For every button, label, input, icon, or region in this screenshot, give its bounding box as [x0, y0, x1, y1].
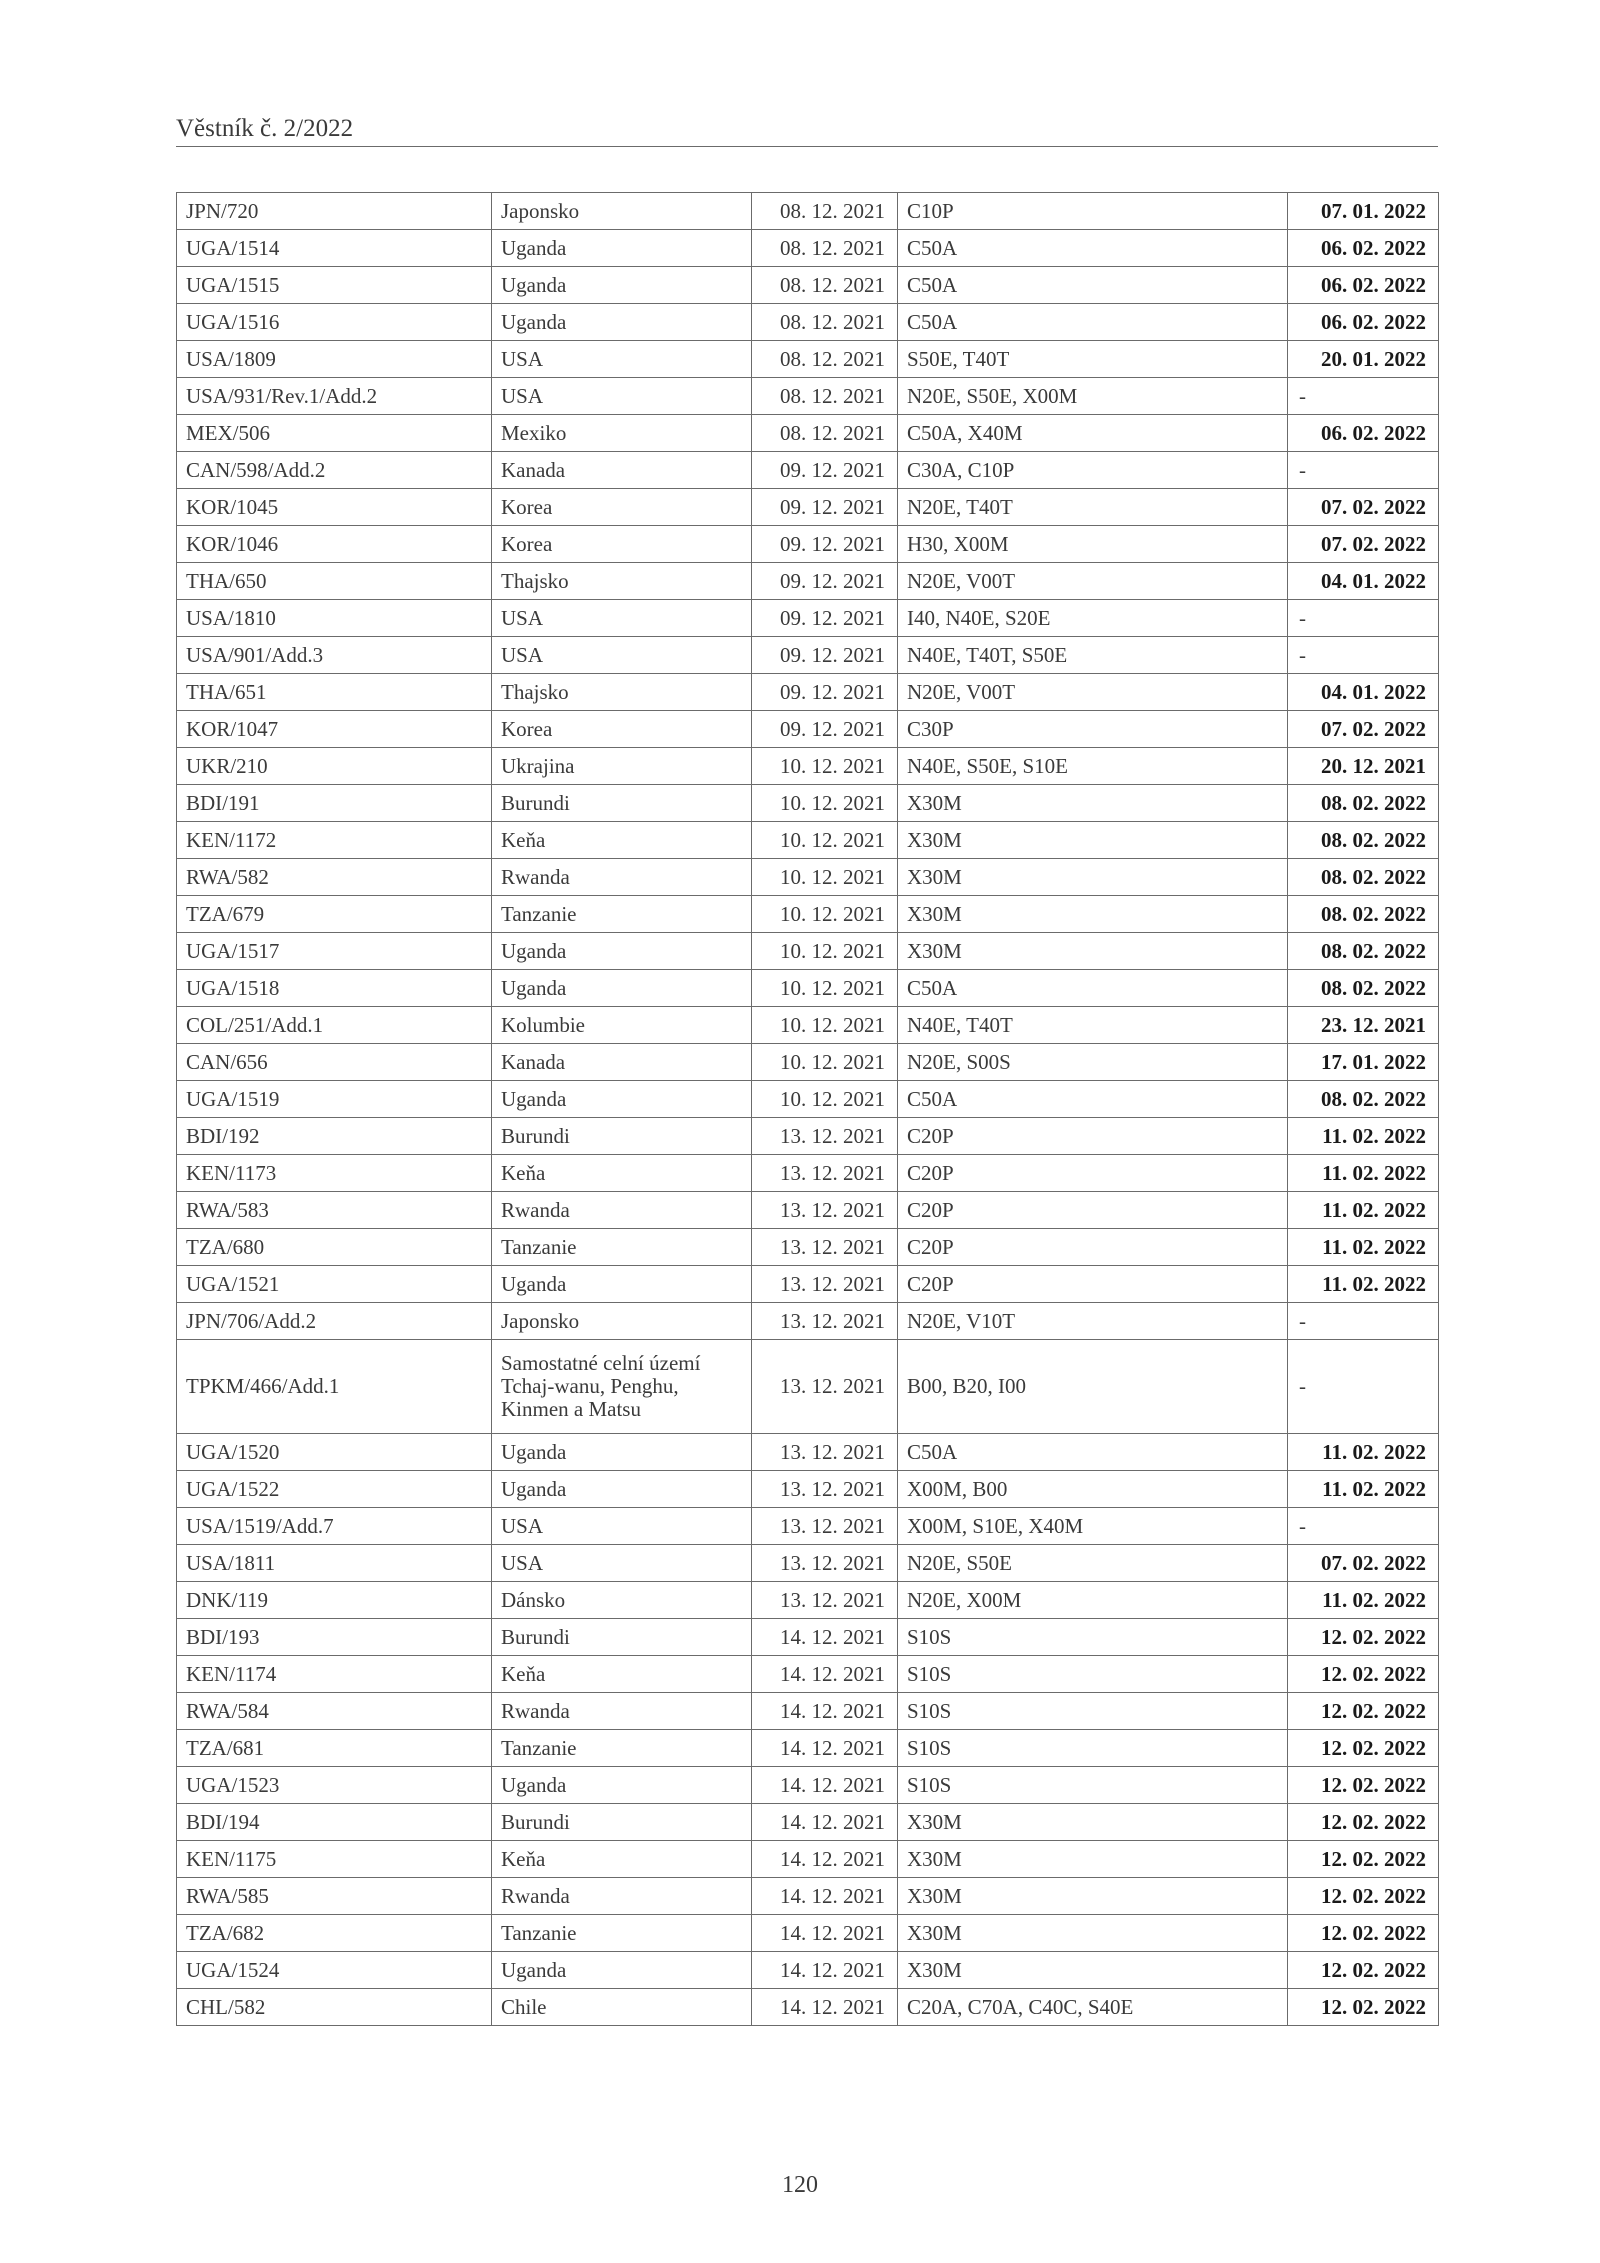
country-cell: Uganda — [492, 1471, 752, 1508]
country-cell: Korea — [492, 526, 752, 563]
comment-deadline-cell: 08. 02. 2022 — [1288, 933, 1439, 970]
notification-ref-cell: UGA/1521 — [177, 1266, 492, 1303]
ics-codes-cell: X30M — [898, 1952, 1288, 1989]
table-row — [177, 674, 1439, 711]
notification-date-cell: 13. 12. 2021 — [752, 1229, 898, 1266]
country-cell: Burundi — [492, 785, 752, 822]
country-cell: USA — [492, 637, 752, 674]
notification-ref-cell: JPN/706/Add.2 — [177, 1303, 492, 1340]
notification-ref-cell: UKR/210 — [177, 748, 492, 785]
page-header — [176, 112, 1438, 147]
notification-ref-cell: TZA/681 — [177, 1730, 492, 1767]
notification-date-cell: 08. 12. 2021 — [752, 193, 898, 230]
notification-date-cell: 10. 12. 2021 — [752, 822, 898, 859]
country-cell: Uganda — [492, 970, 752, 1007]
notification-date-cell: 14. 12. 2021 — [752, 1952, 898, 1989]
notification-ref-cell: UGA/1524 — [177, 1952, 492, 1989]
country-cell: Mexiko — [492, 415, 752, 452]
notification-ref-cell: KEN/1173 — [177, 1155, 492, 1192]
table-row — [177, 1582, 1439, 1619]
notification-ref-cell: UGA/1522 — [177, 1471, 492, 1508]
table-row — [177, 1841, 1439, 1878]
notification-date-cell: 10. 12. 2021 — [752, 896, 898, 933]
table-row — [177, 1804, 1439, 1841]
notification-date-cell: 09. 12. 2021 — [752, 452, 898, 489]
table-row — [177, 452, 1439, 489]
ics-codes-cell: C50A — [898, 304, 1288, 341]
comment-deadline-cell: - — [1288, 637, 1439, 674]
comment-deadline-cell: 11. 02. 2022 — [1288, 1582, 1439, 1619]
ics-codes-cell: C30P — [898, 711, 1288, 748]
table-row — [177, 341, 1439, 378]
notification-ref-cell: RWA/583 — [177, 1192, 492, 1229]
country-cell: Korea — [492, 711, 752, 748]
notification-date-cell: 14. 12. 2021 — [752, 1693, 898, 1730]
country-cell: Tanzanie — [492, 1730, 752, 1767]
notification-date-cell: 14. 12. 2021 — [752, 1989, 898, 2026]
notification-date-cell: 13. 12. 2021 — [752, 1508, 898, 1545]
comment-deadline-cell: 07. 02. 2022 — [1288, 489, 1439, 526]
notification-ref-cell: THA/651 — [177, 674, 492, 711]
table-row — [177, 1915, 1439, 1952]
country-cell: Rwanda — [492, 1878, 752, 1915]
ics-codes-cell: X00M, B00 — [898, 1471, 1288, 1508]
notification-ref-cell: RWA/582 — [177, 859, 492, 896]
notification-date-cell: 14. 12. 2021 — [752, 1878, 898, 1915]
country-cell: Rwanda — [492, 859, 752, 896]
comment-deadline-cell: 08. 02. 2022 — [1288, 859, 1439, 896]
ics-codes-cell: N20E, S50E — [898, 1545, 1288, 1582]
table-row — [177, 1545, 1439, 1582]
notification-date-cell: 10. 12. 2021 — [752, 1081, 898, 1118]
country-cell: Rwanda — [492, 1693, 752, 1730]
country-cell: Uganda — [492, 1952, 752, 1989]
ics-codes-cell: C20P — [898, 1118, 1288, 1155]
notification-date-cell: 13. 12. 2021 — [752, 1192, 898, 1229]
notification-table — [176, 192, 1439, 2026]
country-cell: Uganda — [492, 304, 752, 341]
comment-deadline-cell: 11. 02. 2022 — [1288, 1434, 1439, 1471]
country-cell: Uganda — [492, 1434, 752, 1471]
table-row — [177, 1989, 1439, 2026]
ics-codes-cell: X00M, S10E, X40M — [898, 1508, 1288, 1545]
table-row — [177, 1340, 1439, 1434]
notification-ref-cell: JPN/720 — [177, 193, 492, 230]
ics-codes-cell: N20E, S50E, X00M — [898, 378, 1288, 415]
table-row — [177, 563, 1439, 600]
comment-deadline-cell: - — [1288, 1340, 1439, 1434]
notification-ref-cell: KOR/1045 — [177, 489, 492, 526]
notification-ref-cell: TZA/680 — [177, 1229, 492, 1266]
comment-deadline-cell: 12. 02. 2022 — [1288, 1841, 1439, 1878]
notification-date-cell: 08. 12. 2021 — [752, 230, 898, 267]
country-cell: Uganda — [492, 1081, 752, 1118]
notification-date-cell: 13. 12. 2021 — [752, 1155, 898, 1192]
notification-date-cell: 13. 12. 2021 — [752, 1303, 898, 1340]
notification-date-cell: 14. 12. 2021 — [752, 1656, 898, 1693]
country-cell: Tanzanie — [492, 1915, 752, 1952]
notification-ref-cell: UGA/1514 — [177, 230, 492, 267]
table-row — [177, 1229, 1439, 1266]
notification-date-cell: 09. 12. 2021 — [752, 711, 898, 748]
ics-codes-cell: C20P — [898, 1266, 1288, 1303]
comment-deadline-cell: 20. 01. 2022 — [1288, 341, 1439, 378]
ics-codes-cell: X30M — [898, 896, 1288, 933]
ics-codes-cell: N20E, T40T — [898, 489, 1288, 526]
comment-deadline-cell: 12. 02. 2022 — [1288, 1878, 1439, 1915]
comment-deadline-cell: 04. 01. 2022 — [1288, 563, 1439, 600]
country-cell: Keňa — [492, 1656, 752, 1693]
notification-ref-cell: USA/1810 — [177, 600, 492, 637]
notification-date-cell: 13. 12. 2021 — [752, 1471, 898, 1508]
notification-ref-cell: RWA/585 — [177, 1878, 492, 1915]
ics-codes-cell: C50A — [898, 230, 1288, 267]
comment-deadline-cell: 11. 02. 2022 — [1288, 1266, 1439, 1303]
comment-deadline-cell: - — [1288, 378, 1439, 415]
ics-codes-cell: H30, X00M — [898, 526, 1288, 563]
table-row — [177, 600, 1439, 637]
notification-ref-cell: BDI/194 — [177, 1804, 492, 1841]
notification-date-cell: 10. 12. 2021 — [752, 785, 898, 822]
notification-date-cell: 08. 12. 2021 — [752, 304, 898, 341]
country-cell: Ukrajina — [492, 748, 752, 785]
comment-deadline-cell: - — [1288, 600, 1439, 637]
comment-deadline-cell: 07. 01. 2022 — [1288, 193, 1439, 230]
ics-codes-cell: X30M — [898, 933, 1288, 970]
comment-deadline-cell: 12. 02. 2022 — [1288, 1804, 1439, 1841]
country-cell: Kanada — [492, 1044, 752, 1081]
comment-deadline-cell: 12. 02. 2022 — [1288, 1619, 1439, 1656]
notification-ref-cell: UGA/1520 — [177, 1434, 492, 1471]
table-row — [177, 1266, 1439, 1303]
ics-codes-cell: S10S — [898, 1656, 1288, 1693]
notification-ref-cell: TZA/682 — [177, 1915, 492, 1952]
comment-deadline-cell: 08. 02. 2022 — [1288, 896, 1439, 933]
ics-codes-cell: I40, N40E, S20E — [898, 600, 1288, 637]
notification-date-cell: 14. 12. 2021 — [752, 1915, 898, 1952]
comment-deadline-cell: 11. 02. 2022 — [1288, 1471, 1439, 1508]
ics-codes-cell: S10S — [898, 1693, 1288, 1730]
table-row — [177, 1471, 1439, 1508]
table-row — [177, 1730, 1439, 1767]
country-cell: Thajsko — [492, 563, 752, 600]
notification-ref-cell: KEN/1174 — [177, 1656, 492, 1693]
ics-codes-cell: N20E, V00T — [898, 563, 1288, 600]
notification-ref-cell: UGA/1516 — [177, 304, 492, 341]
notification-date-cell: 09. 12. 2021 — [752, 489, 898, 526]
ics-codes-cell: C30A, C10P — [898, 452, 1288, 489]
table-row — [177, 1656, 1439, 1693]
comment-deadline-cell: 12. 02. 2022 — [1288, 1730, 1439, 1767]
country-cell: Keňa — [492, 1841, 752, 1878]
ics-codes-cell: X30M — [898, 1841, 1288, 1878]
ics-codes-cell: N40E, T40T, S50E — [898, 637, 1288, 674]
notification-date-cell: 09. 12. 2021 — [752, 526, 898, 563]
country-cell: Dánsko — [492, 1582, 752, 1619]
country-cell: USA — [492, 1545, 752, 1582]
comment-deadline-cell: 08. 02. 2022 — [1288, 1081, 1439, 1118]
ics-codes-cell: C50A — [898, 1434, 1288, 1471]
comment-deadline-cell: 23. 12. 2021 — [1288, 1007, 1439, 1044]
notification-ref-cell: USA/931/Rev.1/Add.2 — [177, 378, 492, 415]
comment-deadline-cell: 06. 02. 2022 — [1288, 304, 1439, 341]
table-row — [177, 970, 1439, 1007]
notification-date-cell: 10. 12. 2021 — [752, 1044, 898, 1081]
comment-deadline-cell: 12. 02. 2022 — [1288, 1989, 1439, 2026]
table-row — [177, 526, 1439, 563]
comment-deadline-cell: - — [1288, 1508, 1439, 1545]
country-cell: Japonsko — [492, 193, 752, 230]
notification-ref-cell: COL/251/Add.1 — [177, 1007, 492, 1044]
table-row — [177, 1952, 1439, 1989]
bulletin-title: Věstník č. 2/2022 — [176, 115, 354, 142]
notification-ref-cell: BDI/193 — [177, 1619, 492, 1656]
comment-deadline-cell: 08. 02. 2022 — [1288, 822, 1439, 859]
comment-deadline-cell: 12. 02. 2022 — [1288, 1952, 1439, 1989]
notification-date-cell: 10. 12. 2021 — [752, 859, 898, 896]
country-cell: USA — [492, 341, 752, 378]
table-row — [177, 304, 1439, 341]
notification-date-cell: 09. 12. 2021 — [752, 674, 898, 711]
comment-deadline-cell: 20. 12. 2021 — [1288, 748, 1439, 785]
ics-codes-cell: X30M — [898, 822, 1288, 859]
notification-date-cell: 10. 12. 2021 — [752, 933, 898, 970]
ics-codes-cell: N40E, S50E, S10E — [898, 748, 1288, 785]
notification-ref-cell: UGA/1518 — [177, 970, 492, 1007]
table-row — [177, 1434, 1439, 1471]
ics-codes-cell: X30M — [898, 1804, 1288, 1841]
country-cell: Uganda — [492, 230, 752, 267]
country-cell: Uganda — [492, 933, 752, 970]
table-row — [177, 230, 1439, 267]
table-row — [177, 489, 1439, 526]
notification-ref-cell: TZA/679 — [177, 896, 492, 933]
ics-codes-cell: C10P — [898, 193, 1288, 230]
table-row — [177, 1007, 1439, 1044]
country-cell: USA — [492, 378, 752, 415]
notification-date-cell: 10. 12. 2021 — [752, 970, 898, 1007]
table-row — [177, 1155, 1439, 1192]
notification-ref-cell: UGA/1515 — [177, 267, 492, 304]
ics-codes-cell: N20E, V00T — [898, 674, 1288, 711]
country-cell: Chile — [492, 1989, 752, 2026]
ics-codes-cell: C50A, X40M — [898, 415, 1288, 452]
table-row — [177, 896, 1439, 933]
comment-deadline-cell: 08. 02. 2022 — [1288, 970, 1439, 1007]
country-cell: Burundi — [492, 1804, 752, 1841]
notification-ref-cell: USA/901/Add.3 — [177, 637, 492, 674]
ics-codes-cell: N20E, V10T — [898, 1303, 1288, 1340]
country-cell: USA — [492, 1508, 752, 1545]
notification-ref-cell: KEN/1172 — [177, 822, 492, 859]
comment-deadline-cell: 11. 02. 2022 — [1288, 1155, 1439, 1192]
comment-deadline-cell: 12. 02. 2022 — [1288, 1767, 1439, 1804]
notification-ref-cell: BDI/192 — [177, 1118, 492, 1155]
table-row — [177, 1081, 1439, 1118]
comment-deadline-cell: 11. 02. 2022 — [1288, 1229, 1439, 1266]
ics-codes-cell: C50A — [898, 970, 1288, 1007]
notification-ref-cell: UGA/1523 — [177, 1767, 492, 1804]
comment-deadline-cell: 12. 02. 2022 — [1288, 1656, 1439, 1693]
notification-date-cell: 14. 12. 2021 — [752, 1804, 898, 1841]
notification-date-cell: 13. 12. 2021 — [752, 1118, 898, 1155]
ics-codes-cell: S10S — [898, 1767, 1288, 1804]
comment-deadline-cell: - — [1288, 452, 1439, 489]
comment-deadline-cell: - — [1288, 1303, 1439, 1340]
table-row — [177, 1303, 1439, 1340]
table-row — [177, 1619, 1439, 1656]
comment-deadline-cell: 08. 02. 2022 — [1288, 785, 1439, 822]
table-row — [177, 822, 1439, 859]
comment-deadline-cell: 17. 01. 2022 — [1288, 1044, 1439, 1081]
notification-ref-cell: RWA/584 — [177, 1693, 492, 1730]
ics-codes-cell: B00, B20, I00 — [898, 1340, 1288, 1434]
comment-deadline-cell: 04. 01. 2022 — [1288, 674, 1439, 711]
notification-date-cell: 08. 12. 2021 — [752, 378, 898, 415]
table-row — [177, 859, 1439, 896]
country-cell: Kanada — [492, 452, 752, 489]
country-cell: Tanzanie — [492, 1229, 752, 1266]
notification-date-cell: 10. 12. 2021 — [752, 1007, 898, 1044]
notification-ref-cell: UGA/1517 — [177, 933, 492, 970]
notification-ref-cell: KOR/1047 — [177, 711, 492, 748]
notification-ref-cell: DNK/119 — [177, 1582, 492, 1619]
table-row — [177, 1693, 1439, 1730]
ics-codes-cell: C50A — [898, 1081, 1288, 1118]
table-row — [177, 1192, 1439, 1229]
ics-codes-cell: N40E, T40T — [898, 1007, 1288, 1044]
table-row — [177, 1508, 1439, 1545]
notification-date-cell: 14. 12. 2021 — [752, 1619, 898, 1656]
page-number: 120 — [782, 2172, 818, 2198]
country-cell: Japonsko — [492, 1303, 752, 1340]
table-row — [177, 1878, 1439, 1915]
table-row — [177, 267, 1439, 304]
country-cell: Thajsko — [492, 674, 752, 711]
ics-codes-cell: X30M — [898, 785, 1288, 822]
table-row — [177, 378, 1439, 415]
table-row — [177, 1044, 1439, 1081]
ics-codes-cell: C50A — [898, 267, 1288, 304]
table-row — [177, 193, 1439, 230]
notification-date-cell: 13. 12. 2021 — [752, 1582, 898, 1619]
comment-deadline-cell: 11. 02. 2022 — [1288, 1118, 1439, 1155]
notification-table-body — [177, 193, 1439, 2026]
notification-date-cell: 14. 12. 2021 — [752, 1730, 898, 1767]
comment-deadline-cell: 11. 02. 2022 — [1288, 1192, 1439, 1229]
country-cell: Uganda — [492, 267, 752, 304]
table-row — [177, 711, 1439, 748]
comment-deadline-cell: 06. 02. 2022 — [1288, 415, 1439, 452]
ics-codes-cell: S10S — [898, 1619, 1288, 1656]
notification-ref-cell: USA/1519/Add.7 — [177, 1508, 492, 1545]
notification-date-cell: 09. 12. 2021 — [752, 600, 898, 637]
country-cell: Tanzanie — [492, 896, 752, 933]
table-row — [177, 785, 1439, 822]
notification-ref-cell: UGA/1519 — [177, 1081, 492, 1118]
table-row — [177, 1118, 1439, 1155]
notification-ref-cell: CAN/656 — [177, 1044, 492, 1081]
notification-date-cell: 08. 12. 2021 — [752, 267, 898, 304]
notification-date-cell: 09. 12. 2021 — [752, 637, 898, 674]
country-cell: Korea — [492, 489, 752, 526]
country-cell: Uganda — [492, 1266, 752, 1303]
notification-date-cell: 14. 12. 2021 — [752, 1841, 898, 1878]
comment-deadline-cell: 12. 02. 2022 — [1288, 1693, 1439, 1730]
country-cell: Keňa — [492, 822, 752, 859]
ics-codes-cell: X30M — [898, 1915, 1288, 1952]
ics-codes-cell: C20P — [898, 1229, 1288, 1266]
notification-date-cell: 13. 12. 2021 — [752, 1545, 898, 1582]
country-cell: Burundi — [492, 1118, 752, 1155]
country-cell: Uganda — [492, 1767, 752, 1804]
ics-codes-cell: X30M — [898, 859, 1288, 896]
country-cell: Rwanda — [492, 1192, 752, 1229]
notification-ref-cell: BDI/191 — [177, 785, 492, 822]
notification-date-cell: 09. 12. 2021 — [752, 563, 898, 600]
ics-codes-cell: C20P — [898, 1155, 1288, 1192]
table-row — [177, 637, 1439, 674]
ics-codes-cell: C20A, C70A, C40C, S40E — [898, 1989, 1288, 2026]
country-cell: Burundi — [492, 1619, 752, 1656]
notification-ref-cell: CHL/582 — [177, 1989, 492, 2026]
ics-codes-cell: S50E, T40T — [898, 341, 1288, 378]
notification-ref-cell: CAN/598/Add.2 — [177, 452, 492, 489]
ics-codes-cell: N20E, S00S — [898, 1044, 1288, 1081]
notification-date-cell: 08. 12. 2021 — [752, 341, 898, 378]
notification-ref-cell: THA/650 — [177, 563, 492, 600]
ics-codes-cell: N20E, X00M — [898, 1582, 1288, 1619]
notification-ref-cell: KEN/1175 — [177, 1841, 492, 1878]
comment-deadline-cell: 07. 02. 2022 — [1288, 711, 1439, 748]
table-row — [177, 1767, 1439, 1804]
comment-deadline-cell: 07. 02. 2022 — [1288, 1545, 1439, 1582]
ics-codes-cell: S10S — [898, 1730, 1288, 1767]
country-cell: USA — [492, 600, 752, 637]
country-cell: Keňa — [492, 1155, 752, 1192]
comment-deadline-cell: 07. 02. 2022 — [1288, 526, 1439, 563]
notification-ref-cell: MEX/506 — [177, 415, 492, 452]
notification-ref-cell: KOR/1046 — [177, 526, 492, 563]
notification-ref-cell: USA/1811 — [177, 1545, 492, 1582]
table-row — [177, 415, 1439, 452]
notification-date-cell: 13. 12. 2021 — [752, 1340, 898, 1434]
table-row — [177, 748, 1439, 785]
notification-ref-cell: TPKM/466/Add.1 — [177, 1340, 492, 1434]
notification-date-cell: 14. 12. 2021 — [752, 1767, 898, 1804]
table-row — [177, 933, 1439, 970]
notification-date-cell: 13. 12. 2021 — [752, 1434, 898, 1471]
comment-deadline-cell: 12. 02. 2022 — [1288, 1915, 1439, 1952]
notification-date-cell: 13. 12. 2021 — [752, 1266, 898, 1303]
comment-deadline-cell: 06. 02. 2022 — [1288, 267, 1439, 304]
ics-codes-cell: X30M — [898, 1878, 1288, 1915]
country-cell: Samostatné celní území Tchaj-wanu, Penghu, Kinmen a Matsu — [492, 1340, 752, 1434]
ics-codes-cell: C20P — [898, 1192, 1288, 1229]
comment-deadline-cell: 06. 02. 2022 — [1288, 230, 1439, 267]
notification-date-cell: 10. 12. 2021 — [752, 748, 898, 785]
notification-date-cell: 08. 12. 2021 — [752, 415, 898, 452]
notification-ref-cell: USA/1809 — [177, 341, 492, 378]
country-cell: Kolumbie — [492, 1007, 752, 1044]
